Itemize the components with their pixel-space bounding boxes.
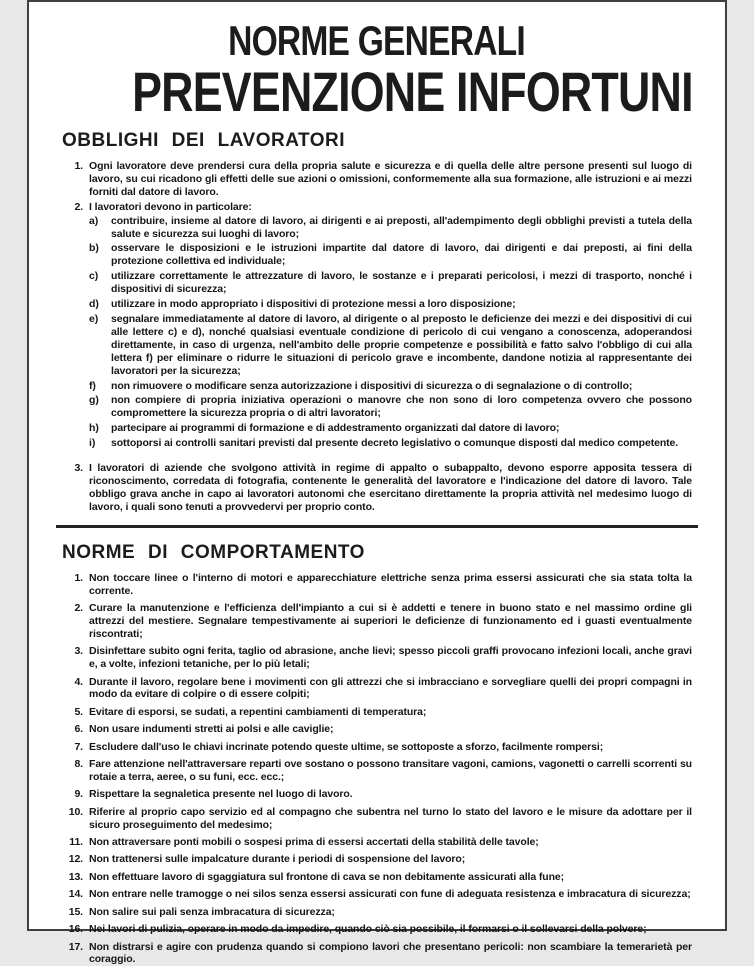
item-number: 5.: [62, 706, 89, 719]
list-item: [62, 923, 692, 936]
item-text: Non toccare linee o l'interno di motori e apparecchiature elettriche senza prima essersi assicurati che sia stata tolta la corrente.: [89, 572, 692, 598]
list-item-block: [62, 923, 692, 936]
list-item: [89, 298, 692, 311]
list-item: [62, 723, 692, 736]
item-number: 7.: [62, 741, 89, 754]
list-item: [62, 836, 692, 849]
list-item: [62, 741, 692, 754]
item-text: Non distrarsi e agire con prudenza quando si compiono lavori che presentano pericoli: non scambiare la temerarietà per coraggio.: [89, 941, 692, 966]
item-text: Non usare indumenti stretti ai polsi e alle caviglie;: [89, 723, 692, 736]
list-item: [89, 380, 692, 393]
list-item: [62, 788, 692, 801]
list-item-block: [62, 160, 692, 199]
list-item-block: [62, 853, 692, 866]
list-item-block: [62, 758, 692, 784]
section-norme-di-comportamento: [62, 542, 692, 966]
list-item: [62, 888, 692, 901]
item-number: d): [89, 298, 111, 311]
item-number: 3.: [62, 462, 89, 514]
item-number: i): [89, 437, 111, 450]
list-item: [62, 871, 692, 884]
section-heading-norme: NORME DI COMPORTAMENTO: [62, 542, 692, 564]
list-item-block: [62, 941, 692, 966]
list-item: [89, 313, 692, 378]
item-number: 10.: [62, 806, 89, 832]
item-number: 1.: [62, 572, 89, 598]
obblighi-list: [62, 160, 692, 514]
item-number: 13.: [62, 871, 89, 884]
item-text: Nei lavori di pulizia, operare in modo da impedire, quando ciò sia possibile, il formarsi o il sollevarsi della polvere;: [89, 923, 692, 936]
item-text: Non effettuare lavoro di sgaggiatura sul frontone di cava se non debitamente assicurati alla fune;: [89, 871, 692, 884]
item-number: 8.: [62, 758, 89, 784]
list-item: [62, 160, 692, 199]
item-text: Curare la manutenzione e l'efficienza dell'impianto a cui si è addetti e tenere in buono stato e nel massimo ordine gli attrezzi del mestiere. Segnalare tempestivamente ai superiori le deficienze di funzionamento ed i guasti eventualmente riscontrati;: [89, 602, 692, 641]
list-item: [62, 602, 692, 641]
list-item: [62, 706, 692, 719]
item-text: Riferire al proprio capo servizio ed al compagno che subentra nel turno lo stato del lavoro e le misure da adottare per il sicuro proseguimento del medesimo;: [89, 806, 692, 832]
item-number: 17.: [62, 941, 89, 966]
list-item: [62, 676, 692, 702]
list-item-block: [62, 706, 692, 719]
item-text: contribuire, insieme al datore di lavoro, ai dirigenti e ai preposti, all'adempimento degli obblighi previsti a tutela della salute e sicurezza sui luoghi di lavoro;: [111, 215, 692, 241]
item-number: h): [89, 422, 111, 435]
item-text: partecipare ai programmi di formazione e di addestramento organizzati dal datore di lavoro;: [111, 422, 692, 435]
list-item-block: [62, 201, 692, 450]
list-item: [89, 437, 692, 450]
list-item: [62, 941, 692, 966]
item-number: 16.: [62, 923, 89, 936]
list-item: [62, 462, 692, 514]
item-number: 6.: [62, 723, 89, 736]
item-text: I lavoratori devono in particolare:: [89, 201, 692, 214]
poster-title-line2: PREVENZIONE INFORTUNI: [132, 64, 693, 120]
list-item: [89, 242, 692, 268]
list-item: [89, 270, 692, 296]
norme-list: [62, 572, 692, 966]
item-number: b): [89, 242, 111, 268]
item-text: Rispettare la segnaletica presente nel luogo di lavoro.: [89, 788, 692, 801]
item-number: 2.: [62, 201, 89, 214]
list-item-block: [62, 788, 692, 801]
list-item: [62, 806, 692, 832]
list-item-block: [62, 676, 692, 702]
item-number: 9.: [62, 788, 89, 801]
list-item-block: [62, 888, 692, 901]
poster-title-line1: NORME GENERALI: [229, 20, 526, 62]
item-number: 4.: [62, 676, 89, 702]
item-text: utilizzare in modo appropriato i dispositivi di protezione messi a loro disposizione;: [111, 298, 692, 311]
list-item: [62, 201, 692, 214]
list-item-block: [62, 741, 692, 754]
list-item-block: [62, 602, 692, 641]
item-text: segnalare immediatamente al datore di lavoro, al dirigente o al preposto le deficienze dei mezzi e dei dispositivi di cui alle lettere c) e d), nonché qualsiasi eventuale condizione di pericolo di cui vengano a conoscenza, adoperandosi direttamente, in caso di urgenza, nell'ambito delle proprie competenze e possibilità e fatto salvo l'obbligo di cui alla lettera f) per eliminare o ridurre le situazioni di pericolo grave e incombente, dandone notizia al rappresentante dei lavoratori per la sicurezza;: [111, 313, 692, 378]
item-text: Evitare di esporsi, se sudati, a repentini cambiamenti di temperatura;: [89, 706, 692, 719]
item-text: Non salire sui pali senza imbracatura di sicurezza;: [89, 906, 692, 919]
item-text: Non attraversare ponti mobili o sospesi prima di essersi accertati della stabilità delle tavole;: [89, 836, 692, 849]
list-item-block: [62, 645, 692, 671]
list-item-block: [62, 806, 692, 832]
list-item: [62, 572, 692, 598]
list-item-block: [62, 723, 692, 736]
item-text: Disinfettare subito ogni ferita, taglio od abrasione, anche lievi; spesso piccoli graffi provocano infezioni locali, anche gravi e, a volte, infezioni tetaniche, per lo più letali;: [89, 645, 692, 671]
poster-header: [62, 20, 692, 120]
sub-list: [89, 215, 692, 450]
section-obblighi-dei-lavoratori: [62, 130, 692, 514]
item-text: Escludere dall'uso le chiavi incrinate potendo queste ultime, se sottoposte a sforzo, facilmente rompersi;: [89, 741, 692, 754]
item-text: non compiere di propria iniziativa operazioni o manovre che non sono di loro competenza ovvero che possono compromettere la sicurezza propria o di altri lavoratori;: [111, 394, 692, 420]
item-number: c): [89, 270, 111, 296]
item-number: 12.: [62, 853, 89, 866]
list-item: [62, 853, 692, 866]
item-text: I lavoratori di aziende che svolgono attività in regime di appalto o subappalto, devono esporre apposita tessera di riconoscimento, corredata di fotografia, contenente le generalità del lavoratore e l'indicazione del datore di lavoro. Tale obbligo grava anche in capo ai lavoratori autonomi che esercitano direttamente la propria attività nel medesimo luogo di lavoro, i quali sono tenuti a provvedervi per proprio conto.: [89, 462, 692, 514]
item-number: 11.: [62, 836, 89, 849]
item-number: 1.: [62, 160, 89, 199]
item-number: a): [89, 215, 111, 241]
item-number: f): [89, 380, 111, 393]
list-item: [89, 394, 692, 420]
list-item-block: [62, 836, 692, 849]
item-text: Durante il lavoro, regolare bene i movimenti con gli attrezzi che si imbracciano e sorvegliare quelli dei propri compagni in modo da evitare di colpire o di essere colpiti;: [89, 676, 692, 702]
list-item-block: [62, 906, 692, 919]
list-item-block: [62, 572, 692, 598]
item-text: sottoporsi ai controlli sanitari previsti dal presente decreto legislativo o comunque disposti dal medico competente.: [111, 437, 692, 450]
list-item: [89, 422, 692, 435]
item-number: e): [89, 313, 111, 378]
item-text: non rimuovere o modificare senza autorizzazione i dispositivi di sicurezza o di segnalazione o di controllo;: [111, 380, 692, 393]
section-heading-obblighi: OBBLIGHI DEI LAVORATORI: [62, 130, 692, 152]
item-text: Fare attenzione nell'attraversare reparti ove sostano o possono transitare vagoni, camions, vagonetti o carrelli scorrenti su rotaie a terra, aeree, o su funi, ecc. ecc.;: [89, 758, 692, 784]
item-number: g): [89, 394, 111, 420]
item-text: Non trattenersi sulle impalcature durante i periodi di sospensione del lavoro;: [89, 853, 692, 866]
item-text: osservare le disposizioni e le istruzioni impartite dal datore di lavoro, dai dirigenti e dai preposti, ai fini della protezione collettiva ed individuale;: [111, 242, 692, 268]
item-number: 14.: [62, 888, 89, 901]
list-item: [62, 758, 692, 784]
list-item-block: [62, 462, 692, 514]
list-item: [62, 645, 692, 671]
list-item-block: [62, 871, 692, 884]
safety-poster: [27, 0, 727, 931]
item-text: Non entrare nelle tramogge o nei silos senza essersi assicurati con fune di adeguata resistenza e imbracatura di sicurezza;: [89, 888, 692, 901]
item-text: Ogni lavoratore deve prendersi cura della propria salute e sicurezza e di quella delle altre persone presenti sul luogo di lavoro, su cui ricadono gli effetti delle sue azioni o omissioni, conformemente alla sua formazione, alle istruzioni e ai mezzi forniti dal datore di lavoro.: [89, 160, 692, 199]
section-divider: [56, 525, 698, 528]
list-item: [62, 906, 692, 919]
list-item: [89, 215, 692, 241]
item-number: 15.: [62, 906, 89, 919]
item-text: utilizzare correttamente le attrezzature di lavoro, le sostanze e i preparati pericolosi, i mezzi di trasporto, nonché i dispositivi di sicurezza;: [111, 270, 692, 296]
item-number: 3.: [62, 645, 89, 671]
item-number: 2.: [62, 602, 89, 641]
